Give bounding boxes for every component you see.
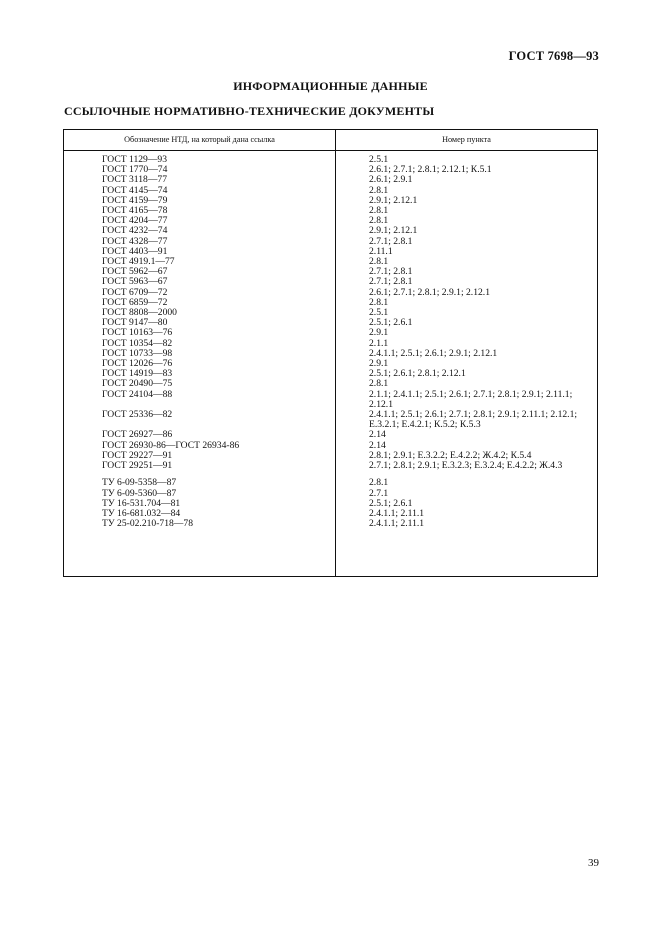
clause-numbers: 2.4.1.1; 2.5.1; 2.6.1; 2.7.1; 2.8.1; 2.9.1; 2.11.1; 2.12.1; Е.3.2.1; Е.4.2.1; К.5.2; К.5.3	[369, 409, 578, 431]
document-designation: ГОСТ 8808—2000	[102, 307, 177, 319]
document-designation: ГОСТ 4232—74	[102, 225, 168, 237]
document-designation: ТУ 16-681.032—84	[102, 507, 181, 519]
subsection-title: ССЫЛОЧНЫЕ НОРМАТИВНО-ТЕХНИЧЕСКИЕ ДОКУМЕНТЫ	[64, 104, 435, 118]
document-designation: ТУ 6-09-5358—87	[102, 477, 177, 489]
document-designation: ГОСТ 29227—91	[102, 449, 173, 461]
table-row	[64, 478, 597, 488]
document-designation: ГОСТ 4165—78	[102, 205, 168, 217]
clause-numbers: 2.9.1	[369, 358, 389, 370]
references-table	[63, 129, 598, 577]
clause-numbers: 2.5.1	[369, 307, 389, 319]
clause-numbers: 2.6.1; 2.9.1	[369, 174, 413, 186]
clause-numbers: 2.4.1.1; 2.5.1; 2.6.1; 2.9.1; 2.12.1	[369, 347, 498, 359]
table-row	[64, 390, 597, 410]
clause-numbers: 2.7.1	[369, 487, 389, 499]
clause-numbers: 2.8.1	[369, 205, 389, 217]
clause-numbers: 2.8.1	[369, 477, 389, 489]
document-designation: ГОСТ 4204—77	[102, 215, 168, 227]
column-header-document: Обозначение НТД, на который дана ссылка	[124, 135, 275, 144]
table-row	[64, 410, 597, 430]
clause-numbers: 2.8.1	[369, 378, 389, 390]
document-designation: ГОСТ 6859—72	[102, 296, 168, 308]
clause-numbers: 2.14	[369, 439, 386, 451]
table-body	[64, 155, 597, 529]
clause-numbers: 2.8.1	[369, 215, 389, 227]
document-designation: ГОСТ 9147—80	[102, 317, 168, 329]
document-designation: ГОСТ 4403—91	[102, 245, 168, 257]
page-number: 39	[588, 857, 599, 869]
clause-numbers: 2.4.1.1; 2.11.1	[369, 518, 425, 530]
clause-numbers: 2.5.1; 2.6.1	[369, 317, 413, 329]
document-designation: ГОСТ 26930-86—ГОСТ 26934-86	[102, 439, 240, 451]
column-header-clause: Номер пункта	[442, 135, 491, 144]
document-designation: ГОСТ 3118—77	[102, 174, 168, 186]
document-designation: ГОСТ 4145—74	[102, 184, 168, 196]
document-designation: ТУ 25-02.210-718—78	[102, 518, 193, 530]
clause-numbers: 2.1.1	[369, 337, 389, 349]
document-designation: ГОСТ 5962—67	[102, 266, 168, 278]
clause-numbers: 2.8.1	[369, 256, 389, 268]
document-designation: ГОСТ 5963—67	[102, 276, 168, 288]
document-designation: ТУ 16-531.704—81	[102, 497, 181, 509]
clause-numbers: 2.7.1; 2.8.1	[369, 266, 413, 278]
document-designation: ГОСТ 6709—72	[102, 286, 168, 298]
clause-numbers: 2.5.1; 2.6.1; 2.8.1; 2.12.1	[369, 368, 466, 380]
clause-numbers: 2.7.1; 2.8.1	[369, 235, 413, 247]
standard-code: ГОСТ 7698—93	[508, 49, 599, 63]
clause-numbers: 2.14	[369, 429, 386, 441]
document-designation: ГОСТ 1129—93	[102, 154, 168, 165]
document-designation: ГОСТ 4159—79	[102, 194, 168, 206]
clause-numbers: 2.4.1.1; 2.11.1	[369, 507, 425, 519]
clause-numbers: 2.7.1; 2.8.1; 2.9.1; Е.3.2.3; Е.3.2.4; Е.4.2.2; Ж.4.3	[369, 460, 563, 472]
table-header-row	[64, 130, 597, 151]
section-title: ИНФОРМАЦИОННЫЕ ДАННЫЕ	[233, 79, 428, 93]
document-designation: ГОСТ 1770—74	[102, 164, 168, 176]
clause-numbers: 2.7.1; 2.8.1	[369, 276, 413, 288]
clause-numbers: 2.5.1	[369, 154, 389, 165]
clause-numbers: 2.5.1; 2.6.1	[369, 497, 413, 509]
clause-numbers: 2.9.1; 2.12.1	[369, 225, 418, 237]
clause-numbers: 2.6.1; 2.7.1; 2.8.1; 2.12.1; К.5.1	[369, 164, 492, 176]
document-designation: ГОСТ 24104—88	[102, 388, 173, 400]
clause-numbers: 2.1.1; 2.4.1.1; 2.5.1; 2.6.1; 2.7.1; 2.8.1; 2.9.1; 2.11.1; 2.12.1	[369, 388, 573, 410]
document-designation: ГОСТ 4328—77	[102, 235, 168, 247]
document-designation: ГОСТ 26927—86	[102, 429, 173, 441]
document-designation: ГОСТ 10733—98	[102, 347, 173, 359]
table-row	[64, 461, 597, 471]
table-row	[64, 519, 597, 529]
clause-numbers: 2.8.1	[369, 184, 389, 196]
document-designation: ТУ 6-09-5360—87	[102, 487, 177, 499]
clause-numbers: 2.9.1	[369, 327, 389, 339]
document-designation: ГОСТ 10354—82	[102, 337, 173, 349]
clause-numbers: 2.8.1; 2.9.1; Е.3.2.2; Е.4.2.2; Ж.4.2; К.5.4	[369, 449, 532, 461]
clause-numbers: 2.11.1	[369, 245, 393, 257]
document-designation: ГОСТ 4919.1—77	[102, 256, 175, 268]
document-designation: ГОСТ 12026—76	[102, 358, 173, 370]
document-designation: ГОСТ 29251—91	[102, 460, 173, 472]
clause-numbers: 2.6.1; 2.7.1; 2.8.1; 2.9.1; 2.12.1	[369, 286, 490, 298]
document-designation: ГОСТ 25336—82	[102, 409, 173, 421]
document-designation: ГОСТ 20490—75	[102, 378, 173, 390]
document-designation: ГОСТ 14919—83	[102, 368, 173, 380]
clause-numbers: 2.9.1; 2.12.1	[369, 194, 418, 206]
document-designation: ГОСТ 10163—76	[102, 327, 173, 339]
clause-numbers: 2.8.1	[369, 296, 389, 308]
